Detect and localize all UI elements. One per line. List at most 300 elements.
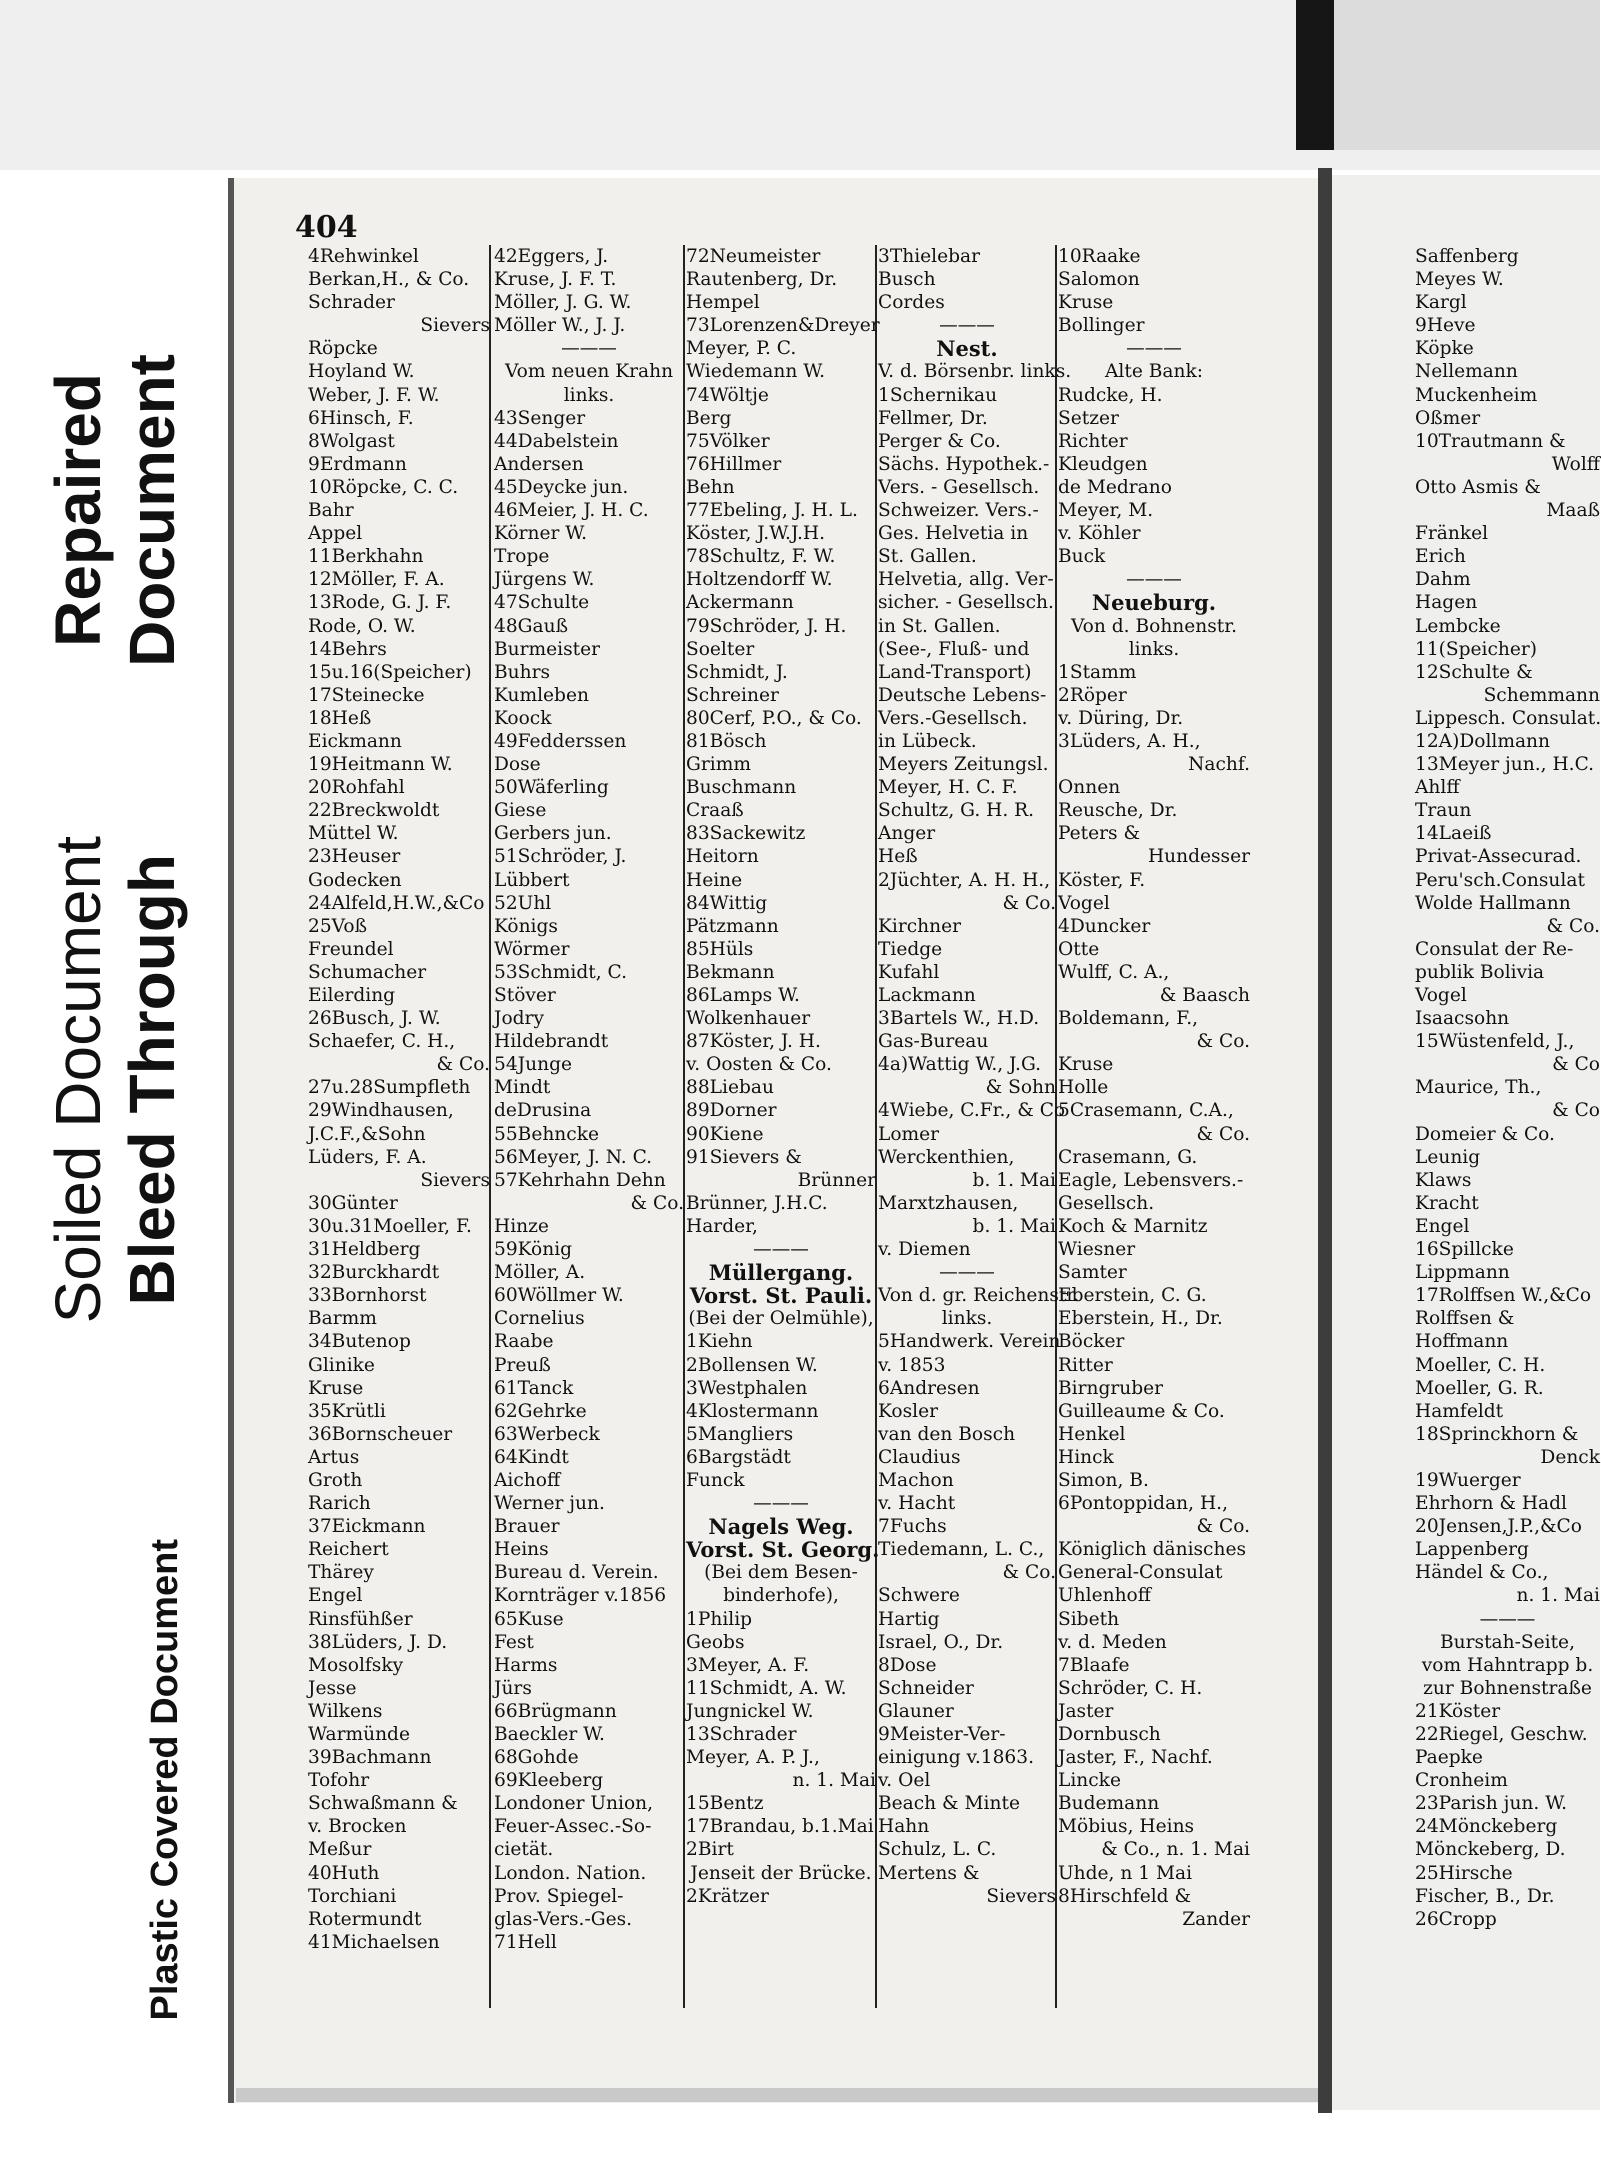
directory-entry: Tiedemann, L. C., [878,1539,1045,1561]
directory-entry: Heitorn [686,846,759,868]
directory-entry: Vorst. St. Pauli. [689,1283,873,1309]
directory-entry: 91Sievers & [686,1146,802,1168]
directory-entry: Rarich [308,1493,371,1515]
directory-entry: sicher. - Gesellsch. [878,592,1054,614]
directory-entry: 7Fuchs [878,1516,947,1538]
directory-entry: 5Handwerk. Verein [878,1331,1061,1353]
directory-entry: publik Bolivia [1415,961,1545,983]
directory-entry: Soelter [686,638,755,660]
directory-entry: 62Gehrke [494,1400,587,1422]
directory-entry: Klaws [1415,1169,1472,1191]
directory-entry: & Co. [1196,1516,1250,1538]
directory-entry: 40Huth [308,1862,380,1884]
directory-entry: 7Blaafe [1058,1654,1130,1676]
directory-entry: Schulz, L. C. [878,1839,997,1861]
directory-entry: Buhrs [494,661,551,683]
directory-entry: Schröder, C. H. [1058,1677,1203,1699]
directory-entry: 4a)Wattig W., J.G. [878,1054,1042,1076]
directory-entry: 44Dabelstein [494,430,619,452]
directory-entry: Wörmer [494,938,570,960]
directory-entry: Heins [494,1539,549,1561]
directory-entry: Glauner [878,1700,954,1722]
directory-entry: Erich [1415,546,1466,568]
directory-entry: Werner jun. [494,1493,605,1515]
directory-entry: Heine [686,869,743,891]
directory-entry: Eagle, Lebensvers.- [1058,1169,1244,1191]
directory-entry: Onnen [1058,777,1121,799]
directory-entry: Eberstein, H., Dr. [1058,1308,1223,1330]
directory-entry: 13Rode, G. J. F. [308,592,452,614]
directory-entry: Zander [1182,1908,1250,1930]
directory-entry: 3Bartels W., H.D. [878,1008,1040,1030]
directory-entry: Kirchner [878,915,961,937]
directory-entry: Kosler [878,1400,938,1422]
directory-entry: Brünner [797,1169,876,1191]
directory-entry: 3Thielebar [878,246,980,267]
directory-entry: Sievers [986,1885,1056,1907]
directory-entry: 49Fedderssen [494,730,627,752]
directory-entry: Schultz, G. H. R. [878,800,1035,822]
directory-entry: Isaacsohn [1415,1008,1510,1030]
directory-entry: n. 1. Mai [792,1770,876,1792]
directory-entry: 34Butenop [308,1331,411,1353]
directory-entry: & Co. [1196,1123,1250,1145]
column-separator: ——— [561,338,617,360]
directory-entry: Koch & Marnitz [1058,1215,1208,1237]
directory-entry: Richter [1058,430,1128,452]
directory-entry: St. Gallen. [878,546,977,568]
directory-entry: 15Bentz [686,1793,764,1815]
directory-entry: Crasemann, G. [1058,1146,1198,1168]
directory-entry: 88Liebau [686,1077,774,1099]
directory-entry: 26Busch, J. W. [308,1008,441,1030]
directory-entry: Wolff [1551,453,1600,475]
directory-entry: Feuer-Assec.-So- [494,1816,652,1838]
directory-entry: 21Köster [1415,1700,1501,1722]
directory-entry: 4Rehwinkel [308,246,419,267]
directory-entry: Dornbusch [1058,1724,1161,1745]
directory-entry: Baeckler W. [494,1724,605,1745]
directory-entry: v. Düring, Dr. [1058,707,1184,729]
directory-column-5 [1058,245,1250,2010]
directory-entry: Holle [1058,1077,1109,1099]
directory-entry: Hempel [686,292,760,314]
directory-entry: Cordes [878,292,945,314]
directory-entry: Reichert [308,1539,389,1561]
directory-entry: 14Laeiß [1415,823,1492,845]
directory-entry: 64Kindt [494,1446,569,1468]
column-separator: ——— [753,1493,809,1515]
directory-entry: & Baasch [1159,985,1250,1006]
label-bleed-through: Bleed Through [116,854,188,1306]
directory-entry: 23Heuser [308,846,401,868]
directory-entry: Meyer, M. [1058,500,1154,522]
directory-entry: 2Jüchter, A. H. H., [878,869,1051,891]
directory-entry: Vers. - Gesellsch. [878,476,1040,498]
directory-entry: Saffenberg [1415,246,1519,267]
directory-entry: 78Schultz, F. W. [686,546,836,568]
directory-entry: 13Schrader [686,1724,797,1745]
directory-entry: 25Voß [308,915,367,937]
directory-entry: Cornelius [494,1308,585,1330]
directory-entry: London. Nation. [494,1862,647,1884]
directory-entry: Barmm [308,1308,377,1330]
directory-entry: Röpcke [308,338,378,360]
directory-entry: Schumacher [308,961,427,983]
directory-entry: Ehrhorn & Hadl [1415,1493,1567,1515]
directory-entry: 42Eggers, J. [494,246,609,267]
directory-entry: 2Röper [1058,684,1127,706]
directory-entry: 85Hüls [686,938,754,960]
directory-entry: Salomon [1058,269,1140,291]
directory-entry: 66Brügmann [494,1700,617,1722]
directory-entry: Wolkenhauer [686,1008,811,1030]
directory-entry: glas-Vers.-Ges. [494,1908,633,1930]
directory-entry: & Sohn [985,1077,1056,1099]
directory-entry: 17Steinecke [308,684,425,706]
directory-entry: Simon, B. [1058,1469,1149,1491]
directory-entry: 14Behrs [308,638,387,660]
directory-entry: Rotermundt [308,1908,422,1930]
directory-entry: Trope [494,546,550,568]
directory-entry: Thärey [308,1562,374,1584]
directory-entry: 3Westphalen [686,1377,808,1399]
directory-entry: 13Meyer jun., H.C. [1415,754,1595,776]
label-soiled-bleed [0,770,230,1390]
directory-entry: 79Schröder, J. H. [686,615,847,637]
directory-entry: Hoffmann [1415,1331,1509,1353]
label-plastic-covered [95,1460,235,2100]
directory-entry: Traun [1415,800,1472,822]
directory-entry: Körner W. [494,523,588,545]
directory-entry: Meyer, H. C. F. [878,777,1018,799]
directory-entry: Hoyland W. [308,361,415,383]
directory-entry: Prov. Spiegel- [494,1885,624,1907]
directory-entry: Otte [1058,938,1100,960]
directory-entry: Möller, A. [494,1262,586,1284]
directory-entry: Sibeth [1058,1608,1120,1630]
directory-entry: Lackmann [878,985,976,1006]
directory-entry: Londoner Union, [494,1793,654,1815]
directory-entry: Meyer, P. C. [686,338,797,360]
directory-entry: Marxtzhausen, [878,1192,1019,1214]
column-separator: ——— [1126,338,1182,360]
directory-entry: Jürs [494,1677,532,1699]
directory-entry: Consulat der Re- [1415,938,1574,960]
directory-entry: 83Sackewitz [686,823,806,845]
column-separator: ——— [753,1239,809,1261]
directory-entry: Schreiner [686,684,779,706]
directory-entry: 3Meyer, A. F. [686,1654,810,1676]
directory-entry: 89Dorner [686,1100,777,1122]
book-gutter [1318,168,1332,2113]
directory-column-3 [686,245,880,2010]
page-bottom-shadow [236,2088,1356,2102]
directory-entry: in St. Gallen. [878,615,1001,637]
directory-entry: & Co [1552,1100,1600,1122]
directory-entry: v. d. Meden [1058,1631,1167,1653]
directory-entry: 17Rolffsen W.,&Co [1415,1285,1592,1307]
directory-entry: 41Michaelsen [308,1931,440,1953]
directory-entry: 65Kuse [494,1608,564,1630]
directory-entry: v. Oel [878,1770,931,1792]
directory-entry: Lincke [1058,1770,1121,1792]
directory-entry: Werckenthien, [878,1146,1015,1168]
directory-entry: Buschmann [686,777,797,799]
directory-entry: Meyer, A. P. J., [686,1747,820,1769]
column-separator: ——— [1479,1608,1536,1630]
directory-entry: 18Heß [308,707,372,729]
directory-entry: Jürgens W. [494,569,595,591]
directory-entry: Artus [308,1446,360,1468]
directory-entry: & Co., n. 1. Mai [1101,1839,1250,1861]
directory-entry: (Bei der Oelmühle), [688,1308,874,1330]
directory-entry: 22Riegel, Geschw. [1415,1724,1588,1745]
directory-entry: 17Brandau, b.1.Mai [686,1816,874,1838]
directory-entry: Henkel [1058,1423,1126,1445]
directory-entry: in Lübeck. [878,730,977,752]
directory-entry: Schwere [878,1585,960,1607]
directory-entry: Lüders, F. A. [308,1146,427,1168]
directory-entry: Meyes W. [1415,269,1504,291]
directory-entry: Hagen [1415,592,1478,614]
directory-entry: 32Burckhardt [308,1262,440,1284]
directory-entry: & Co [1552,1054,1600,1076]
directory-entry: Schneider [878,1677,974,1699]
directory-entry: Maurice, Th., [1415,1077,1542,1099]
directory-entry: Beach & Minte [878,1793,1020,1815]
directory-entry: 20Jensen,J.P.,&Co [1415,1516,1582,1538]
directory-entry: 23Parish jun. W. [1415,1793,1567,1815]
directory-entry: (See-, Fluß- und [878,638,1030,660]
directory-entry: 55Behncke [494,1123,599,1145]
directory-entry: Von d. Bohnenstr. [1070,615,1238,637]
directory-entry: Lippesch. Consulat. [1415,707,1601,729]
directory-entry: 36Bornscheuer [308,1423,453,1445]
directory-entry: 6Andresen [878,1377,980,1399]
directory-entry: 9Erdmann [308,453,407,475]
directory-entry: Gerbers jun. [494,823,612,845]
directory-entry: Raabe [494,1331,554,1353]
directory-entry: Lippmann [1415,1262,1510,1284]
directory-entry: 87Köster, J. H. [686,1031,821,1053]
directory-entry: Uhlenhoff [1058,1585,1151,1607]
directory-entry: Eilerding [308,985,396,1006]
directory-entry: Müttel W. [308,823,399,845]
directory-entry: Mosolfsky [308,1654,404,1676]
directory-entry: 47Schulte [494,592,590,614]
directory-entry: 69Kleeberg [494,1770,604,1792]
directory-entry: Jungnickel W. [686,1700,814,1722]
directory-entry: Möller W., J. J. [494,315,626,337]
directory-entry: Bekmann [686,961,775,983]
directory-entry: 9Heve [1415,315,1476,337]
directory-entry: Lübbert [494,869,570,891]
directory-entry: 80Cerf, P.O., & Co. [686,707,862,729]
directory-entry: Vogel [1058,892,1110,914]
directory-entry: de Medrano [1058,476,1172,498]
directory-entry: & Co. [1196,1031,1250,1053]
directory-entry: Kruse [1058,292,1114,314]
directory-entry: 2Bollensen W. [686,1354,818,1376]
directory-entry: Samter [1058,1262,1127,1284]
directory-entry: n. 1. Mai [1516,1585,1600,1607]
directory-entry: v. 1853 [878,1354,946,1376]
directory-entry: 11Berkhahn [308,546,424,568]
directory-entry: Jaster [1058,1700,1114,1722]
directory-entry: Groth [308,1469,363,1491]
directory-entry: Lomer [878,1123,940,1145]
directory-entry: 35Krütli [308,1400,386,1422]
directory-entry: 6Pontoppidan, H., [1058,1493,1228,1515]
directory-entry: 61Tanck [494,1377,574,1399]
directory-entry: Tiedge [878,938,943,960]
directory-entry: Uhde, n 1 Mai [1058,1862,1193,1884]
directory-entry: 10Röpcke, C. C. [308,476,459,498]
directory-entry: Tofohr [308,1770,370,1792]
directory-entry: Bureau d. Verein. [494,1562,659,1584]
directory-entry: 5Crasemann, C.A., [1058,1100,1234,1122]
directory-entry: 90Kiene [686,1123,764,1145]
directory-entry: Schweizer. Vers.- [878,500,1039,522]
directory-entry: Deutsche Lebens- [878,684,1047,706]
directory-entry: Dahm [1415,569,1471,591]
directory-entry: Vom neuen Krahn [504,361,674,383]
directory-entry: v. Köhler [1058,523,1141,545]
label-repaired-line-2: Document [116,353,188,667]
directory-entry: Kracht [1415,1192,1479,1214]
directory-entry: links. [1128,638,1180,660]
label-repaired-line-1: Repaired [42,373,114,647]
directory-entry: Engel [1415,1215,1470,1237]
directory-entry: Rinsfühßer [308,1608,413,1630]
directory-entry: Rudcke, H. [1058,384,1163,406]
directory-entry: Koock [494,707,552,729]
directory-entry: 54Junge [494,1054,572,1076]
directory-entry: Ges. Helvetia in [878,523,1029,545]
directory-entry: 5Mangliers [686,1423,794,1445]
directory-entry: J.C.F.,&Sohn [308,1123,426,1145]
directory-entry: 2Krätzer [686,1885,769,1907]
directory-entry: Alte Bank: [1104,361,1204,383]
directory-entry: 15u.16(Speicher) [308,661,472,683]
label-repaired-document [0,290,230,730]
directory-entry: 19Wuerger [1415,1469,1521,1491]
directory-entry: Neueburg. [1091,590,1217,616]
directory-entry: 63Werbeck [494,1423,600,1445]
directory-entry: Wilkens [308,1700,383,1722]
column-separator: ——— [939,1262,995,1284]
directory-entry: Preuß [494,1354,551,1376]
directory-entry: 38Lüders, J. D. [308,1631,448,1653]
directory-entry: Wulff, C. A., [1058,961,1170,983]
directory-entry: Wiesner [1058,1239,1136,1261]
directory-entry: Moeller, C. H. [1415,1354,1546,1376]
directory-entry: Otto Asmis & [1415,476,1541,498]
directory-entry: 30Günter [308,1192,398,1214]
directory-entry: Meßur [308,1839,372,1861]
directory-entry: Holtzendorff W. [686,569,833,591]
directory-entry: 6Hinsch, F. [308,407,414,429]
directory-entry: 10Trautmann & [1415,430,1566,452]
directory-entry: binderhofe), [723,1585,839,1607]
directory-entry: Land-Transport) [878,661,1032,683]
background-corner [1334,0,1600,150]
directory-entry: Harms [494,1654,558,1676]
directory-entry: Berkan,H., & Co. [308,269,470,291]
background-shadow [1296,0,1334,150]
page-number: 404 [295,210,358,245]
directory-entry: Nest. [936,336,998,362]
directory-entry: 68Gohde [494,1747,579,1769]
directory-entry: 1Kiehn [686,1331,753,1353]
directory-entry: 57Kehrhahn Dehn [494,1169,666,1191]
directory-entry: Leunig [1415,1146,1481,1168]
directory-entry: Nachf. [1188,754,1250,776]
directory-entry: 31Heldberg [308,1239,421,1261]
directory-entry: 75Völker [686,430,770,452]
directory-entry: Jesse [308,1677,357,1699]
directory-entry: b. 1. Mai [972,1169,1056,1191]
directory-entry: Godecken [308,869,402,891]
directory-entry: 37Eickmann [308,1516,426,1538]
directory-entry: Gas-Bureau [878,1031,989,1053]
directory-entry: Claudius [878,1446,961,1468]
directory-entry: 9Meister-Ver- [878,1724,1006,1745]
directory-entry: Helvetia, allg. Ver- [878,569,1054,591]
directory-entry: 3Lüders, A. H., [1058,730,1201,752]
directory-entry: Burmeister [494,638,601,660]
directory-entry: Mertens & [878,1862,980,1884]
directory-entry: 15Wüstenfeld, J., [1415,1031,1575,1053]
directory-entry: Moeller, G. R. [1415,1377,1544,1399]
directory-entry: 16Spillcke [1415,1239,1514,1261]
directory-entry: Kargl [1415,292,1467,314]
directory-entry: 8Hirschfeld & [1058,1885,1192,1907]
directory-entry: Berg [686,407,732,429]
directory-entry: 86Lamps W. [686,985,800,1006]
directory-entry: Glinike [308,1354,375,1376]
directory-entry: 81Bösch [686,730,767,752]
directory-entry: Perger & Co. [878,430,1001,452]
directory-column-6 [1415,245,1600,2010]
directory-entry: 11Schmidt, A. W. [686,1677,847,1699]
directory-entry: v. Hacht [878,1493,956,1515]
column-separator: ——— [939,315,995,337]
directory-entry: Geobs [686,1631,745,1653]
directory-entry: Rautenberg, Dr. [686,269,838,291]
directory-entry: Sächs. Hypothek.- [878,453,1050,475]
directory-entry: Dose [494,754,541,776]
directory-entry: Schwaßmann & [308,1793,458,1815]
label-plastic-text: Plastic Covered Document [144,1539,186,2021]
directory-entry: Von d. gr. Reichenstr. [878,1285,1080,1307]
directory-entry: Bollinger [1058,315,1145,337]
directory-entry: Funck [686,1469,745,1491]
directory-entry: Rode, O. W. [308,615,416,637]
directory-entry: 4Wiebe, C.Fr., & Co [878,1100,1066,1122]
directory-entry: Busch [878,269,936,291]
directory-entry: Israel, O., Dr. [878,1631,1004,1653]
directory-entry: 20Rohfahl [308,777,405,799]
directory-entry: Setzer [1058,407,1119,429]
directory-entry: Vers.-Gesellsch. [878,707,1028,729]
directory-entry: Muckenheim [1415,384,1538,406]
directory-entry: Maaß [1546,500,1600,522]
directory-entry: Sievers [420,1169,490,1191]
directory-entry: Peru'sch.Consulat [1415,869,1585,891]
directory-entry: Fischer, B., Dr. [1415,1885,1555,1907]
